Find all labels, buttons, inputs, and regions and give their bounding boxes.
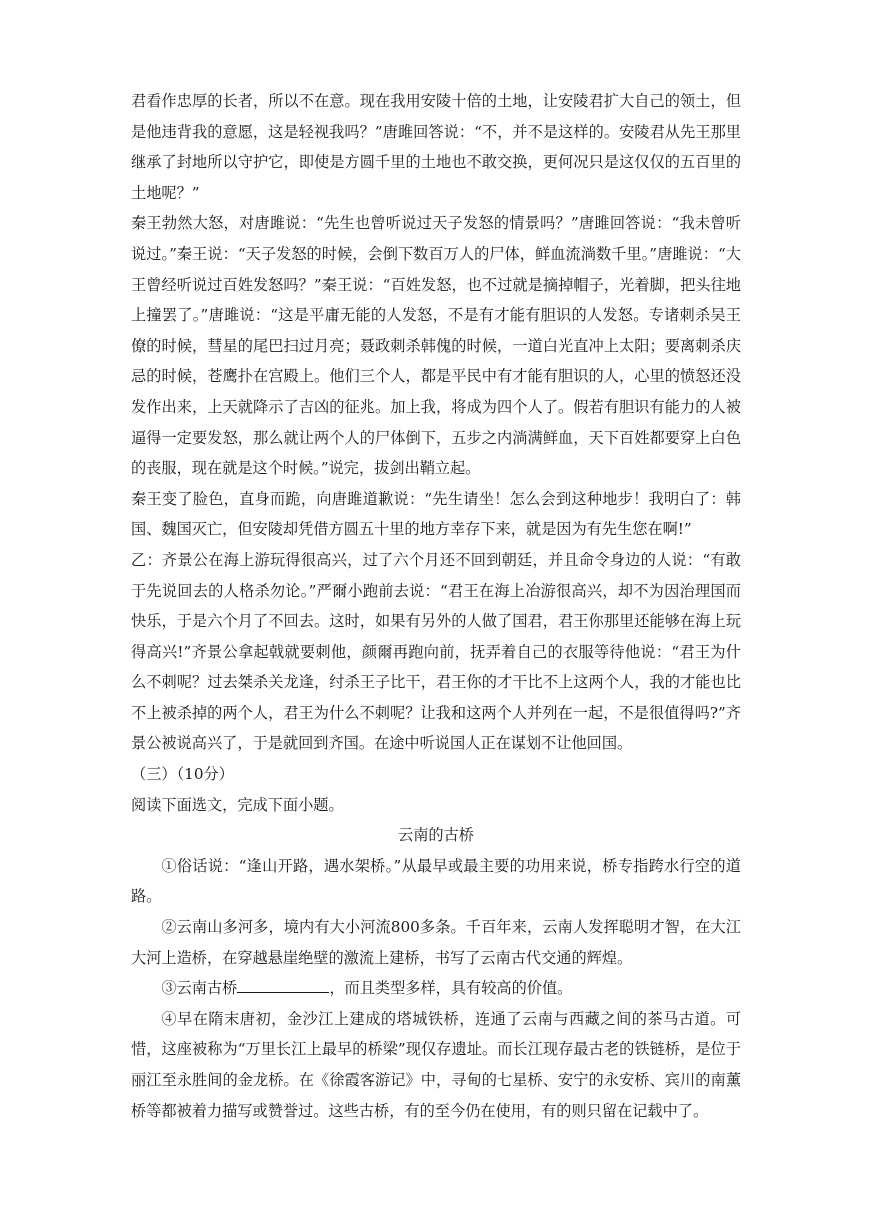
paragraph-3-after-blank: ，而且类型多样，具有较高的价值。 <box>329 979 573 998</box>
paragraph-3-before-blank: ③云南古桥 <box>161 979 238 998</box>
section-label: （三）（10分） <box>131 765 234 784</box>
article-paragraph-2: ②云南山多河多，境内有大小河流800多条。千百年来，云南人发挥聪明才智，在大江大河上造桥，在穿越悬崖绝壁的激流上建桥，书写了云南古代交通的辉煌。 <box>131 918 741 967</box>
fill-in-blank <box>237 978 329 993</box>
translation-paragraph-3: 秦王变了脸色，直身而跪，向唐雎道歉说：“先生请坐！怎么会到这种地步！我明白了：韩国、魏国灭亡，但安陵却凭借方圆五十里的地方幸存下来，就是因为有先生您在啊!” <box>131 489 741 539</box>
reading-instruction: 阅读下面选文，完成下面小题。 <box>131 795 344 814</box>
translation-paragraph-2: 秦王勃然大怒，对唐雎说：“先生也曾听说过天子发怒的情景吗？”唐雎回答说：“我未曾听说过。”秦王说：“天子发怒的时候，会倒下数百万人的尸体，鲜血流淌数千里。”唐雎说：“大王曾经听说过百姓发怒吗？”秦王说：“百姓发怒，也不过就是摘掉帽子，光着脚，把头往地上撞罢了。”唐雎说：“这是平庸无能的人发怒，不是有才能有胆识的人发怒。专诸刺杀吴王僚的时候，彗星的尾巴扫过月亮；聂政刺杀韩傀的时候，一道白光直冲上太阳；要离刺杀庆忌的时候，苍鹰扑在宫殿上。他们三个人，都是平民中有才能有胆识的人，心里的愤怒还没发作出来，上天就降示了吉凶的征兆。加上我，将成为四个人了。假若有胆识有能力的人被逼得一定要发怒，那么就让两个人的尸体倒下，五步之内淌满鲜血，天下百姓都要穿上白色的丧服，现在就是这个时候。”说完，拔剑出鞘立起。 <box>131 214 741 478</box>
document-page <box>131 86 741 1126</box>
translation-paragraph-yi: 乙：齐景公在海上游玩得很高兴，过了六个月还不回到朝廷，并且命令身边的人说：“有敢于先说回去的人格杀勿论。”严爾小跑前去说：“君王在海上冶游很高兴，却不为因治理国而快乐，于是六个月了不回去。这时，如果有另外的人做了国君，君王你那里还能够在海上玩得高兴!”齐景公拿起戟就要刺他，颜爾再跑向前，抚弄着自己的衣服等待他说：“君王为什么不刺呢？过去桀杀关龙逢，纣杀王子比干，君王你的才干比不上这两个人，我的才能也比不上被杀掉的两个人，君王为什么不刺呢？让我和这两个人并列在一起，不是很值得吗?”齐景公被说高兴了，于是就回到齐国。在途中听说国人正在谋划不让他回国。 <box>131 550 741 753</box>
article-title: 云南的古桥 <box>398 826 474 845</box>
article-paragraph-4: ④早在隋末唐初，金沙江上建成的塔城铁桥，连通了云南与西藏之间的茶马古道。可惜，这座被称为“万里长江上最早的桥梁”现仅存遗址。而长江现存最古老的铁链桥，是位于丽江至永胜间的金龙桥。在《徐霞客游记》中，寻甸的七星桥、安宁的永安桥、宾川的南薰桥等都被着力描写或赞誉过。这些古桥，有的至今仍在使用，有的则只留在记载中了。 <box>131 1009 741 1120</box>
translation-paragraph-1: 君看作忠厚的长者，所以不在意。现在我用安陵十倍的土地，让安陵君扩大自己的领土，但是他违背我的意愿，这是轻视我吗？”唐雎回答说：“不，并不是这样的。安陵君从先王那里继承了封地所以守护它，即使是方圆千里的土地也不敢交换，更何况只是这仅仅的五百里的土地呢？” <box>131 92 741 202</box>
article-paragraph-3 <box>131 973 741 1004</box>
article-paragraph-1: ①俗话说：“逢山开路，遇水架桥。”从最早或最主要的功用来说，桥专指跨水行空的道路。 <box>131 856 741 906</box>
